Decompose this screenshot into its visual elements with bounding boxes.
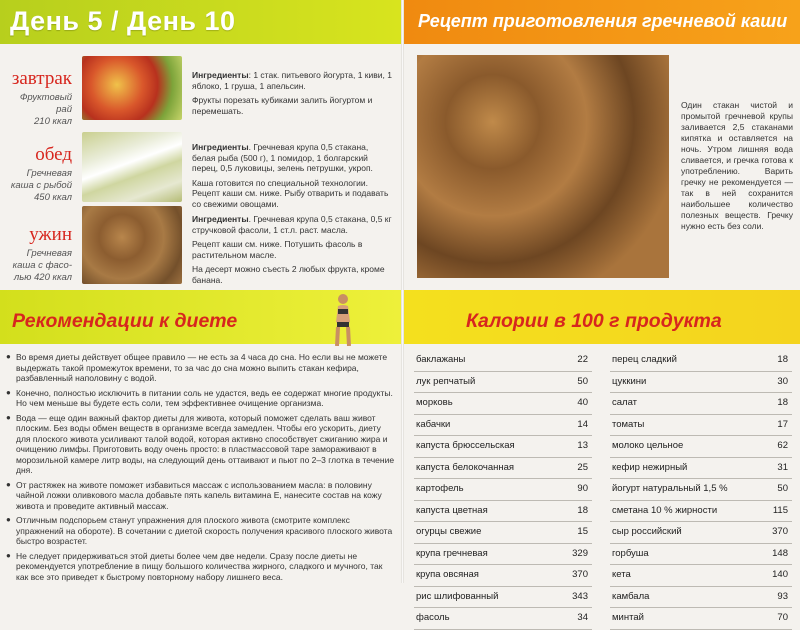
bullet-icon: ● bbox=[6, 479, 11, 489]
product-name: йогурт натуральный 1,5 % bbox=[612, 483, 728, 494]
table-row bbox=[414, 565, 592, 587]
list-item-text: Конечно, полностью исключить в питании соль не удастся, ведь ее содержат многие продукты. Но чем меньше вы будете есть соли, тем эффективнее очищение организма. bbox=[16, 387, 393, 408]
product-kcal: 343 bbox=[572, 590, 588, 602]
meal-breakfast-subtitle bbox=[0, 92, 72, 128]
product-name: морковь bbox=[416, 397, 453, 408]
table-row bbox=[414, 415, 592, 437]
product-name: минтай bbox=[612, 612, 644, 623]
product-name: сметана 10 % жирности bbox=[612, 504, 718, 516]
recipe-header bbox=[404, 0, 800, 44]
product-kcal: 22 bbox=[577, 354, 588, 365]
recommendations-title: Рекомендации к диете bbox=[12, 310, 238, 332]
product-kcal: 93 bbox=[777, 590, 788, 602]
product-name: молоко цельное bbox=[612, 440, 684, 451]
product-kcal: 148 bbox=[772, 547, 788, 559]
meal-sub-line: каша с рыбой bbox=[10, 180, 72, 191]
bullet-icon: ● bbox=[6, 515, 11, 524]
product-name: кабачки bbox=[416, 418, 451, 430]
product-kcal: 18 bbox=[777, 354, 788, 365]
product-kcal: 25 bbox=[577, 461, 588, 473]
woman-figure-icon bbox=[328, 292, 358, 346]
buckwheat-small-photo bbox=[82, 206, 182, 284]
meal-lunch-title: обед bbox=[35, 144, 72, 165]
product-kcal: 18 bbox=[577, 504, 588, 516]
meal-lunch-text bbox=[192, 142, 392, 213]
calories-table-left bbox=[414, 350, 592, 630]
table-row bbox=[610, 436, 792, 458]
meal-dinner-subtitle bbox=[0, 248, 72, 284]
list-item bbox=[6, 551, 396, 583]
product-kcal: 40 bbox=[577, 397, 588, 408]
instructions-text: Фрукты порезать кубиками залить йогуртом и перемешать. bbox=[192, 95, 373, 116]
table-row bbox=[414, 587, 592, 609]
product-kcal: 30 bbox=[777, 375, 788, 387]
ingredients-label: Ингредиенты bbox=[192, 142, 249, 152]
product-name: картофель bbox=[416, 483, 464, 494]
product-name: лук репчатый bbox=[416, 375, 476, 387]
product-name: сыр российский bbox=[612, 526, 682, 537]
product-name: крупа гречневая bbox=[416, 547, 488, 559]
product-kcal: 140 bbox=[772, 569, 788, 580]
fruit-photo bbox=[82, 56, 182, 120]
table-row bbox=[414, 372, 592, 394]
meal-sub-line: Гречневая bbox=[26, 168, 72, 179]
table-row bbox=[610, 458, 792, 480]
table-row bbox=[414, 608, 592, 630]
table-row bbox=[610, 501, 792, 523]
list-item bbox=[6, 388, 396, 409]
product-kcal: 13 bbox=[577, 440, 588, 451]
meal-lunch-subtitle bbox=[0, 168, 72, 204]
product-name: томаты bbox=[612, 418, 645, 430]
product-name: крупа овсяная bbox=[416, 569, 479, 580]
recipe-title: Рецепт приготовления гречневой каши bbox=[418, 11, 788, 31]
ingredients-label: Ингредиенты bbox=[192, 214, 249, 224]
list-item bbox=[6, 515, 396, 547]
table-row bbox=[610, 393, 792, 415]
list-item-text: От растяжек на животе поможет избавиться массаж с использованием масла: в половину чайной ложки оливкового масла добавьте пять капель витамина Е, нанесите состав на кожу живота и проведите активный массаж. bbox=[16, 479, 382, 511]
meal-dinner-title: ужин bbox=[29, 224, 72, 245]
product-kcal: 90 bbox=[577, 483, 588, 494]
calories-band bbox=[404, 290, 800, 344]
instructions-text: Каша готовится по специальной технологии. Рецепт каши см. ниже. Рыбу отварить и подавать со свежими овощами. bbox=[192, 177, 389, 209]
bullet-icon: ● bbox=[6, 412, 11, 422]
product-kcal: 15 bbox=[577, 526, 588, 537]
product-name: перец сладкий bbox=[612, 354, 677, 365]
calories-table-right bbox=[610, 350, 792, 630]
table-row bbox=[610, 415, 792, 437]
meal-sub-line: каша с фасо- bbox=[12, 260, 72, 271]
bullet-icon: ● bbox=[6, 352, 11, 361]
product-name: рис шлифованный bbox=[416, 590, 499, 602]
buckwheat-photo bbox=[417, 55, 669, 278]
product-name: капуста цветная bbox=[416, 504, 488, 516]
product-kcal: 70 bbox=[777, 612, 788, 623]
table-row bbox=[414, 544, 592, 566]
product-name: огурцы свежие bbox=[416, 526, 482, 537]
list-item-text: Не следует придерживаться этой диеты более чем две недели. Сразу после диеты не рекомендуется употребление в пищу большого количества жирного, сладкого и мучного, так как все это приведет к быстрому повторному набору лишнего веса. bbox=[16, 550, 383, 582]
product-name: салат bbox=[612, 397, 638, 408]
bullet-icon: ● bbox=[6, 387, 11, 397]
product-name: камбала bbox=[612, 590, 650, 602]
table-row bbox=[610, 372, 792, 394]
meal-sub-line: лью 420 ккал bbox=[13, 272, 72, 283]
recipe-text: Один стакан чистой и промытой гречневой крупы заливается 2,5 стаканами кипятка и оставляется на ночь. Утром лишняя вода сливается, и гречка готова к употреблению. Варить гречку не рекомендуется — так в ней сохранится наибольшее количество полезных веществ. Гречку нужно есть без соли. bbox=[681, 100, 793, 231]
table-row bbox=[610, 350, 792, 372]
meal-breakfast-title: завтрак bbox=[11, 68, 72, 89]
bullet-icon: ● bbox=[6, 550, 11, 560]
calories-title: Калории в 100 г продукта bbox=[466, 310, 722, 332]
list-item-text: Вода — еще один важный фактор диеты для живота, который поможет сделать ваш живот плоским. Без воды обмен веществ в организме всегда замедлен. Чтобы его ускорить, диету для плоского живота усиливают талой водой, которая активно способствует сжиганию жира и очищению лимфы. Приготовить воду очень просто: в пластмассовой таре замораживают в морозильной камере литр воды, на следующий день оттаивают и пьют по 2–3 глотка в течение дня. bbox=[16, 412, 395, 475]
meal-sub-line: Фруктовый bbox=[19, 92, 72, 103]
product-kcal: 50 bbox=[577, 375, 588, 387]
table-row bbox=[610, 565, 792, 587]
product-kcal: 370 bbox=[772, 526, 788, 537]
recommendations-list bbox=[6, 352, 396, 586]
day-title: День 5 / День 10 bbox=[10, 6, 236, 36]
product-name: капуста белокочанная bbox=[416, 461, 515, 473]
recommendations-band bbox=[0, 290, 402, 344]
product-kcal: 115 bbox=[772, 504, 788, 516]
dessert-text: На десерт можно съесть 2 любых фрукта, кроме банана. bbox=[192, 264, 385, 285]
meal-sub-line: 210 ккал bbox=[34, 116, 72, 127]
meal-sub-line: Гречневая bbox=[26, 248, 72, 259]
product-kcal: 50 bbox=[777, 483, 788, 494]
instructions-text: Рецепт каши см. ниже. Потушить фасоль в растительном масле. bbox=[192, 239, 363, 260]
table-row bbox=[610, 522, 792, 544]
product-name: баклажаны bbox=[416, 354, 466, 365]
product-kcal: 370 bbox=[572, 569, 588, 580]
product-kcal: 31 bbox=[777, 461, 788, 473]
product-name: кефир нежирный bbox=[612, 461, 688, 473]
list-item bbox=[6, 480, 396, 512]
ingredients-label: Ингредиенты bbox=[192, 70, 249, 80]
list-item-text: Во время диеты действует общее правило — не есть за 4 часа до сна. Но если вы не можете выдержать такой промежуток времени, то за час до сна можно выпить стакан кефира, разбавленный наполовину с водой. bbox=[16, 352, 388, 383]
meal-dinner-text bbox=[192, 214, 392, 289]
ingredients-text: . Гречневая крупа 0,5 стакана, белая рыба (500 г), 1 помидор, 1 болгарский перец, 0,5 луковицы, зелень петрушки, укроп. bbox=[192, 142, 373, 173]
table-row bbox=[610, 587, 792, 609]
list-item bbox=[6, 352, 396, 384]
list-item bbox=[6, 413, 396, 476]
product-name: цуккини bbox=[612, 375, 647, 387]
product-kcal: 34 bbox=[577, 612, 588, 623]
product-kcal: 17 bbox=[777, 418, 788, 430]
meal-sub-line: 450 ккал bbox=[34, 192, 72, 203]
table-row bbox=[414, 522, 592, 544]
fish-photo bbox=[82, 132, 182, 202]
ingredients-text: . Гречневая крупа 0,5 стакана, 0,5 кг стручковой фасоли, 1 ст.л. раст. масла. bbox=[192, 214, 392, 235]
product-kcal: 18 bbox=[777, 397, 788, 408]
table-row bbox=[414, 458, 592, 480]
product-name: фасоль bbox=[416, 612, 450, 623]
table-row bbox=[414, 350, 592, 372]
table-row bbox=[610, 544, 792, 566]
product-kcal: 329 bbox=[572, 547, 588, 559]
table-row bbox=[414, 393, 592, 415]
product-name: горбуша bbox=[612, 547, 649, 559]
list-item-text: Отличным подспорьем станут упражнения для плоского живота (смотрите комплекс упражнений на обороте). В сочетании с диетой скорость получения красивого плоского живота быстро возрастет. bbox=[16, 515, 393, 546]
table-row bbox=[610, 608, 792, 630]
product-name: кета bbox=[612, 569, 631, 580]
day-header bbox=[0, 0, 402, 44]
table-row bbox=[414, 479, 592, 501]
product-kcal: 14 bbox=[577, 418, 588, 430]
product-name: капуста брюссельская bbox=[416, 440, 515, 451]
meal-sub-line: рай bbox=[56, 104, 72, 115]
product-kcal: 62 bbox=[777, 440, 788, 451]
table-row bbox=[414, 436, 592, 458]
table-row bbox=[414, 501, 592, 523]
page-fold bbox=[401, 0, 404, 583]
table-row bbox=[610, 479, 792, 501]
ingredients-text: : 1 стак. питьевого йогурта, 1 киви, 1 яблоко, 1 груша, 1 апельсин. bbox=[192, 70, 392, 91]
meal-breakfast-text bbox=[192, 70, 392, 120]
